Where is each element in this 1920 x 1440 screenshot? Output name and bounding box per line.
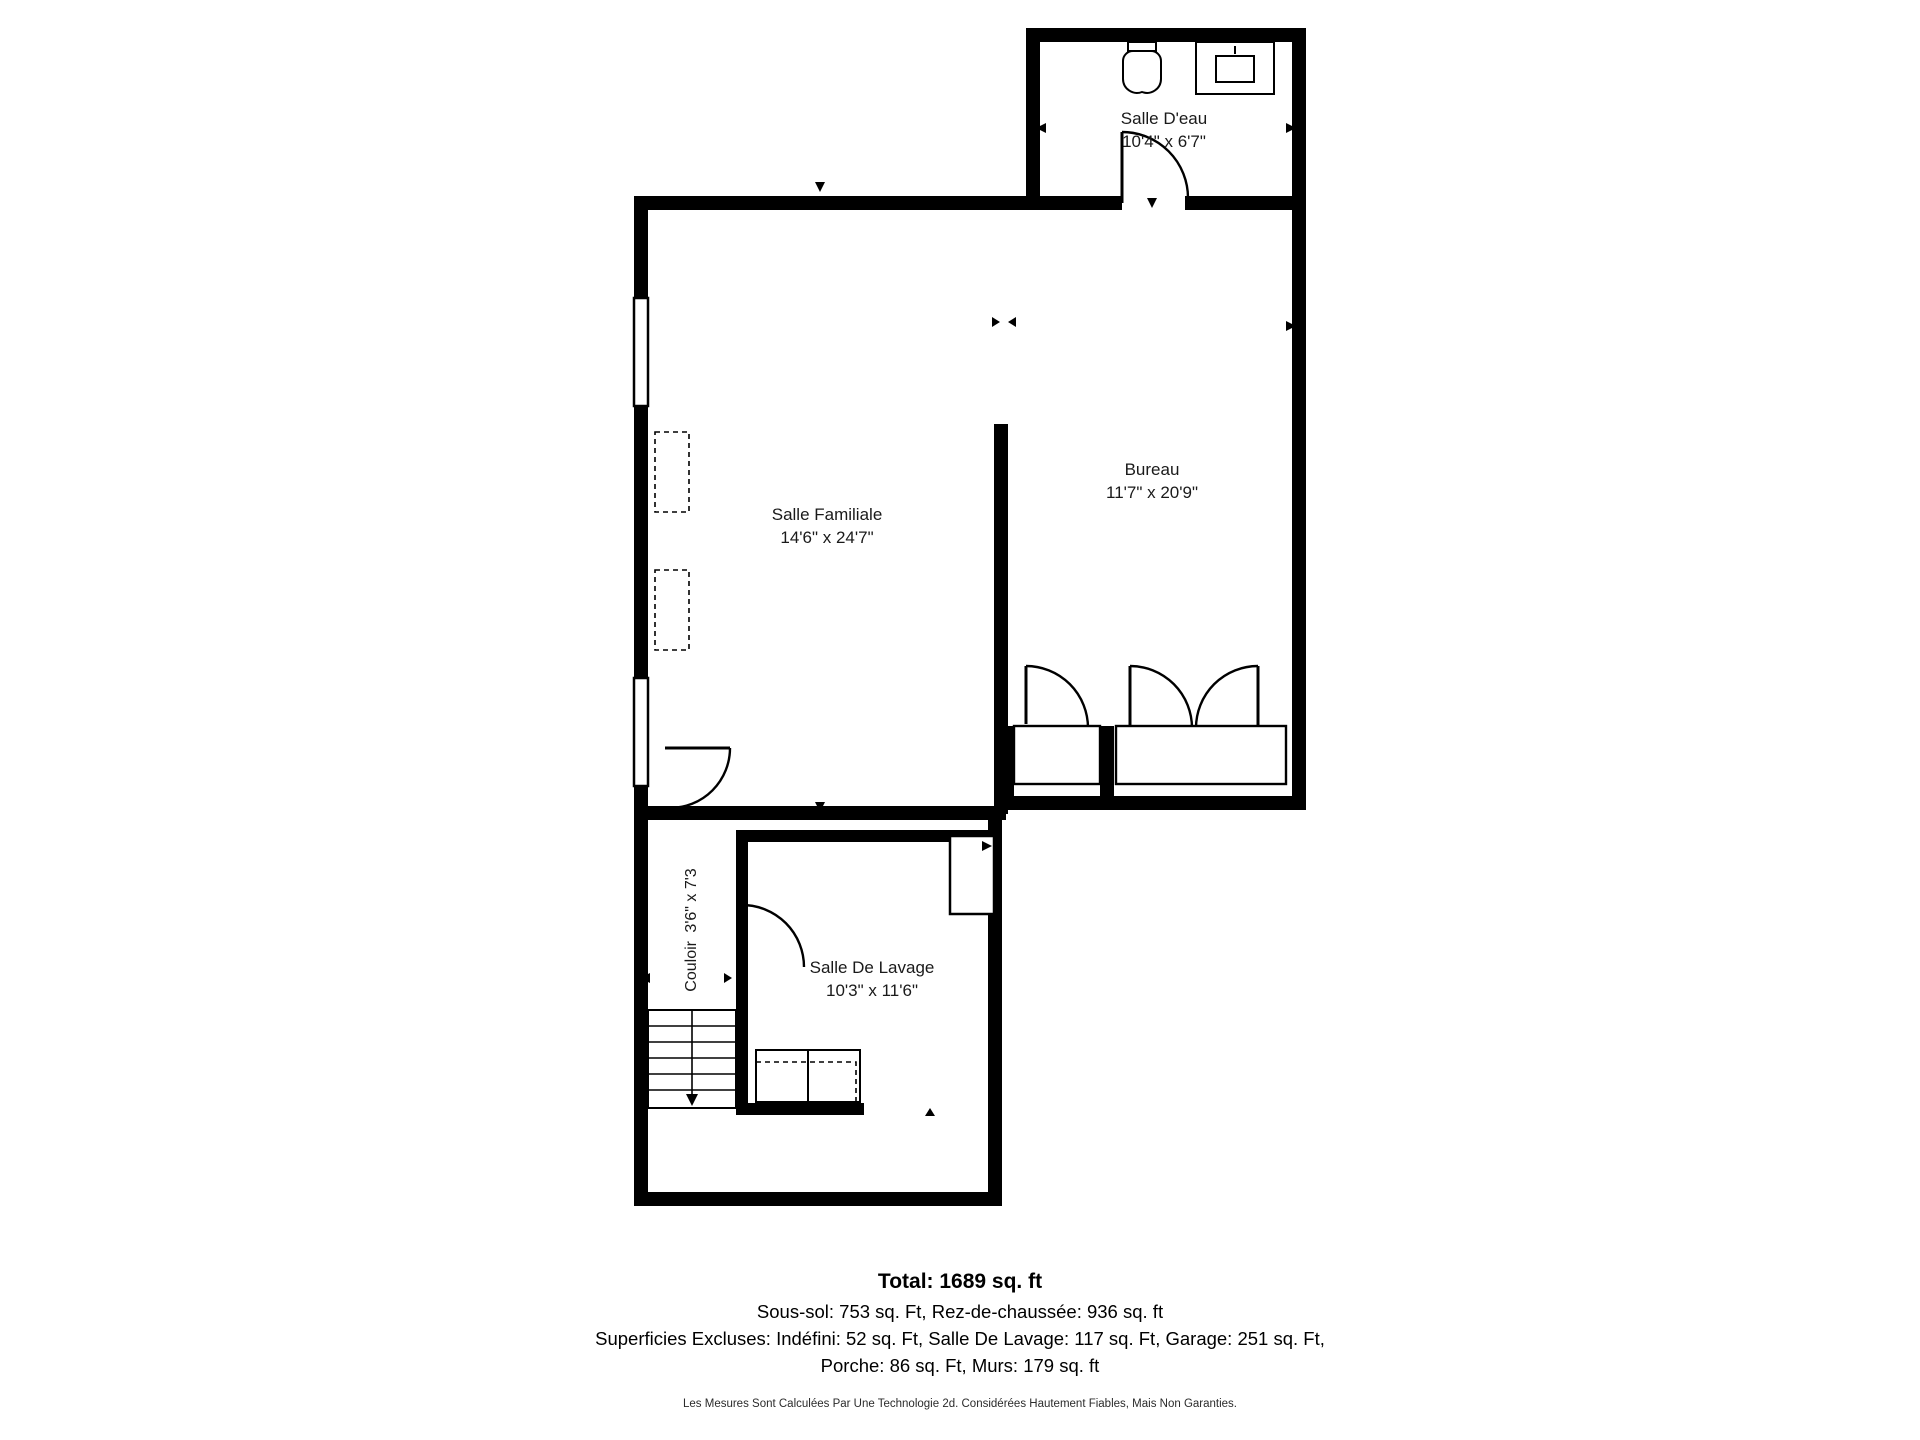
room-name: Salle Familiale [771, 505, 883, 525]
room-dims: 11'7" x 20'9" [1106, 483, 1198, 502]
summary-line-excluded-2: Porche: 86 sq. Ft, Murs: 179 sq. ft [820, 1354, 1100, 1376]
room-label-salle-deau [1121, 108, 1207, 154]
room-label-salle-familiale [772, 504, 883, 550]
room-name: Salle D'eau [1120, 109, 1208, 129]
room-name: Salle De Lavage [809, 958, 935, 978]
measurement-disclaimer: Les Mesures Sont Calculées Par Une Technologie 2d. Considérées Hautement Fiables, Mais Non Garanties. [683, 1398, 1237, 1411]
stairs [648, 1010, 736, 1108]
summary-line-levels: Sous-sol: 753 sq. Ft, Rez-de-chaussée: 936 sq. ft [756, 1301, 1164, 1322]
room-dims: 10'3" x 11'6" [826, 981, 918, 1000]
room-name: Bureau [1124, 460, 1180, 480]
room-name: Couloir [683, 941, 701, 992]
toilet-fixture [1123, 42, 1161, 93]
total-area: Total: 1689 sq. ft [877, 1270, 1043, 1293]
area-summary [0, 1270, 1920, 1410]
room-label-couloir [681, 868, 703, 991]
laundry-appliances [756, 1050, 860, 1102]
room-label-bureau [1106, 459, 1198, 505]
room-dims: 14'6" x 24'7" [780, 528, 874, 547]
room-label-salle-de-lavage [810, 957, 935, 1003]
summary-line-excluded-1: Superficies Excluses: Indéfini: 52 sq. Ft, Salle De Lavage: 117 sq. Ft, Garage: 251 sq. Ft, [595, 1327, 1325, 1349]
room-dims: 3'6" x 7'3 [683, 868, 701, 933]
room-dims: 10'4" x 6'7" [1122, 132, 1206, 151]
closet-group-bureau [1014, 726, 1286, 784]
vanity-sink-fixture [1196, 42, 1274, 94]
